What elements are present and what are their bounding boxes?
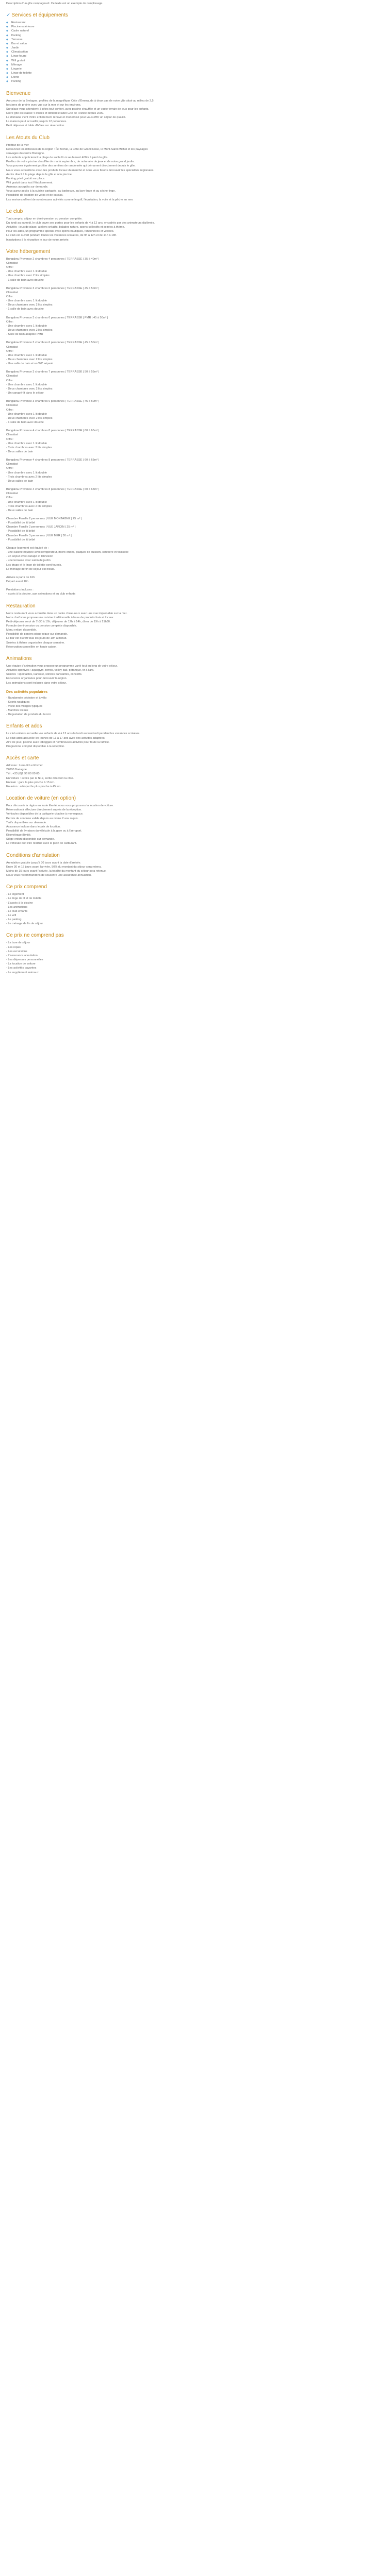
service-item: ◆ Cadre naturel [6, 29, 385, 33]
text-line: Siège enfant disponible sur demande. [6, 838, 55, 841]
offer-line: - Une chambre avec 1 lit double [6, 299, 47, 303]
text-line: Nous vous recommandons de souscrire une assurance annulation. [6, 874, 92, 877]
offer-line: Offre: [6, 496, 13, 500]
service-item: ◆ Ménage [6, 63, 385, 67]
text-line: Notre chef vous propose une cuisine traditionnelle à base de produits frais et locaux. [6, 616, 115, 619]
page [0, 0, 391, 979]
text-line: Activités sportives : aquagym, tennis, volley-ball, pétanque, tir à l'arc. [6, 669, 94, 672]
text-line: Possibilité de livraison du véhicule à la gare ou à l'aéroport. [6, 829, 82, 833]
conditions-text [6, 861, 385, 878]
offer-line: Offre: [6, 320, 13, 324]
offer-line: - Une chambre avec 1 lit double [6, 412, 47, 416]
text-line: En train : gare la plus proche à 15 km. [6, 781, 55, 784]
offer-block [6, 399, 385, 425]
text-line: Possibilité de paniers pique-nique sur demande. [6, 633, 68, 636]
service-item: ◆ Piscine extérieure [6, 25, 385, 29]
offer-line: Climatisé [6, 261, 19, 265]
text-line: Notre restaurant vous accueille dans un cadre chaleureux avec une vue imprenable sur la mer. [6, 612, 127, 615]
text-line: Soirées : spectacles, karaoké, soirées dansantes, concerts. [6, 673, 83, 676]
text-line: Entre 30 et 15 jours avant l'arrivée, 50% du montant du séjour sera retenu. [6, 865, 102, 869]
service-item: ◆ Restaurant [6, 21, 385, 25]
service-item: ◆ Climatisation [6, 50, 385, 54]
prix-comprend-heading: Ce prix comprend [6, 884, 47, 890]
offer-block [6, 458, 385, 483]
acces-text [6, 764, 385, 789]
services-list [6, 21, 385, 83]
text-line: Animaux acceptés sur demande. [6, 185, 48, 189]
offer-line: - Trois chambres avec 2 lits simples [6, 504, 52, 508]
text-line: La maison peut accueillir jusqu'à 12 personnes. [6, 120, 67, 124]
offer-line: - Une chambre avec 1 lit double [6, 383, 47, 386]
text-line: Excursions organisées pour découvrir la région. [6, 677, 68, 681]
offer-line: - Une chambre avec 2 lits simples [6, 274, 50, 278]
note-line: - une terrasse avec salon de jardin [6, 559, 51, 563]
service-item: ◆ Bar et salon [6, 42, 385, 46]
offer-line: Offre: [6, 437, 13, 441]
text-line: Vous pourrez également profiter des sentiers de randonnée qui démarrent directement depuis le gîte. [6, 164, 136, 168]
prix-ne-comprend-heading: Ce prix ne comprend pas [6, 933, 64, 939]
note-line: - un séjour avec canapé et télévision [6, 555, 53, 558]
services-heading: ✓ Services et équipements [6, 12, 68, 19]
text-line: Programme complet disponible à la réception. [6, 744, 65, 748]
list-line: - La location de voiture [6, 962, 36, 966]
atouts-text [6, 143, 385, 202]
offer-title: Bungalow Provence 4 chambres 8 personnes | TERRASSE | 60 à 65m² | [6, 488, 100, 492]
service-item: ◆ Wifi gratuit [6, 59, 385, 63]
list-line: - Les excursions [6, 950, 27, 953]
room-line: Chambre Famille 2 personnes | VUE MONTAGNE | 25 m² | [6, 517, 82, 520]
offer-block [6, 316, 385, 337]
arrival-line: Départ avant 10h [6, 580, 28, 584]
offer-title: Bungalow Provence 3 chambres 7 personnes | TERRASSE | 50 à 55m² | [6, 370, 100, 374]
prix-comprend-list [6, 892, 385, 926]
list-line: - Le ménage de fin de séjour [6, 922, 43, 926]
list-line: - Le linge de lit et de toilette [6, 897, 42, 901]
offer-line: Climatisé [6, 291, 19, 294]
offer-line: - Deux salles de bain [6, 479, 34, 483]
text-line: Les animations sont incluses dans votre séjour. [6, 681, 67, 685]
service-item: ◆ Jardin [6, 46, 385, 50]
bienvenue-text [6, 99, 385, 128]
text-line: Du lundi au samedi, le club ouvre ses portes pour les enfants de 4 à 12 ans, encadrés par des animateurs diplômés. [6, 221, 155, 225]
text-line: Découvrez les richesses de la région : Île Brehat, la Côte de Granit Rose, le Mont-Saint-Michel et les paysages [6, 147, 148, 151]
text-line: Accès direct à la plage depuis le gîte et à la piscine. [6, 173, 73, 176]
text-line: Kilométrage illimité. [6, 834, 31, 837]
restauration-heading: Restauration [6, 603, 36, 609]
activites-list [6, 696, 385, 717]
offer-line: - Une chambre avec 1 lit double [6, 324, 47, 328]
text-line: Au coeur de la Bretagne, profitez de la magnifique Côte d'Émeraude à deux pas de notre gîte situé au milieu de 2,5 [6, 99, 154, 103]
offer-line: Offre: [6, 408, 13, 412]
offers-list [6, 257, 385, 513]
offer-line: - Trois chambres avec 2 lits simples [6, 446, 52, 449]
text-line: Permis de conduire valide depuis au moins 2 ans requis. [6, 817, 79, 820]
intro-text: Description d'un gîte campagnard. Ce texte est un exemple de remplissage. [6, 2, 103, 5]
offer-line: - Une chambre avec 1 lit double [6, 442, 47, 445]
offer-title: Bungalow Provence 3 chambres 6 personnes | TERRASSE | 45 à 50m² | [6, 286, 100, 290]
offer-block [6, 370, 385, 395]
room-line: - Possibilité de lit bébé [6, 530, 35, 533]
offer-line: Offre: [6, 379, 13, 382]
text-line: Le club ados accueille les jeunes de 13 à 17 ans avec des activités adaptées. [6, 736, 106, 740]
offer-line: - Une chambre avec 1 lit double [6, 353, 47, 357]
activity-line: - Marchés locaux [6, 709, 28, 713]
list-line: - Le supplément animaux [6, 971, 39, 974]
offer-line: Climatisé [6, 492, 19, 496]
activity-line: - Randonnée pédestre et à vélo [6, 696, 47, 700]
service-item: ◆ Parking [6, 33, 385, 38]
room-line: - Possibilité de lit bébé [6, 538, 35, 541]
service-item: ◆ Terrasse [6, 38, 385, 42]
text-line: Petit-déjeuner servi de 7h30 à 10h, déjeuner de 12h à 14h, dîner de 19h à 21h30. [6, 620, 111, 623]
offer-block [6, 257, 385, 282]
text-line: Réservation à effectuer directement auprès de la réception. [6, 808, 82, 812]
text-line: En avion : aéroport le plus proche à 45 km. [6, 785, 61, 788]
text-line: Pour découvrir la région en toute liberté, nous vous proposons la location de voiture. [6, 804, 114, 808]
enfants-text [6, 732, 385, 749]
arrival-line: Arrivée à partir de 16h [6, 575, 35, 579]
equipment-notes [6, 546, 385, 571]
text-line: Parking privé gratuit sur place. [6, 177, 45, 180]
text-line: Profitez de notre piscine chauffée de mai à septembre, de notre aire de jeux et de notre grand jardin. [6, 160, 135, 164]
list-line: - L'assurance annulation [6, 954, 38, 957]
offer-title: Bungalow Provence 4 chambres 8 personnes | TERRASSE | 60 à 65m² | [6, 429, 100, 433]
bienvenue-heading: Bienvenue [6, 90, 31, 96]
offer-line: - Deux chambres avec 2 lits simples [6, 387, 53, 391]
included-line: - accès à la piscine, aux animations et au club enfants [6, 592, 76, 596]
offer-line: Offre: [6, 266, 13, 269]
text-line: hectares de prairie avec vue sur la mer et sur les environs. [6, 103, 82, 107]
offer-title: Bungalow Provence 3 chambres 6 personnes | TERRASSE | 45 à 50m² | [6, 341, 100, 345]
offer-line: Offre: [6, 349, 13, 353]
animations-text [6, 664, 385, 685]
club-heading: Le club [6, 208, 23, 214]
text-line: Annulation gratuite jusqu'à 30 jours avant la date d'arrivée. [6, 861, 82, 865]
text-line: Le véhicule doit être restitué avec le plein de carburant. [6, 842, 77, 845]
offer-line: - Deux chambres avec 2 lits simples [6, 358, 53, 361]
text-line: Vous aurez accès à la cuisine partagée, au barbecue, au lave-linge et au sèche-linge. [6, 190, 116, 193]
location-heading: Location de voiture (en option) [6, 795, 76, 802]
conditions-heading: Conditions d'annulation [6, 852, 60, 858]
text-line: Profitez de la mer [6, 143, 29, 147]
list-line: - Le wifi [6, 914, 17, 917]
text-line: Le club enfants accueille vos enfants de 4 à 12 ans du lundi au vendredi pendant les vacances scolaires. [6, 732, 140, 736]
text-line: 22000 Bretagne [6, 768, 27, 772]
offer-line: - 1 salle de bain avec douche [6, 308, 44, 311]
text-line: Aire de jeux, piscine avec toboggan et nombreuses activités pour toute la famille. [6, 740, 110, 744]
note-line: Chaque logement est équipé de : [6, 546, 49, 550]
activity-line: - Dégustation de produits du terroir [6, 713, 51, 717]
text-line: Wifi gratuit dans tout l'établissement. [6, 181, 53, 184]
list-line: - Les activités payantes [6, 967, 37, 970]
enfants-heading: Enfants et ados [6, 723, 42, 730]
restauration-text [6, 612, 385, 649]
atouts-heading: Les Atouts du Club [6, 134, 50, 141]
activites-subheading: Des activités populaires [6, 690, 48, 694]
offer-block [6, 341, 385, 366]
list-line: - Les repas [6, 945, 21, 949]
list-line: - Le club enfants [6, 909, 28, 913]
text-line: sauvages du centre Bretagne. [6, 151, 45, 155]
offer-line: - Deux salles de bain [6, 450, 34, 453]
service-item: ◆ Linge fourni [6, 54, 385, 58]
location-text [6, 804, 385, 846]
included-line: Prestations incluses : [6, 588, 34, 592]
offer-line: - Un canapé-lit dans le séjour [6, 392, 44, 395]
note-line: Le ménage de fin de séjour est inclus. [6, 567, 55, 571]
text-line: Menu enfant disponible. [6, 629, 37, 632]
list-line: - Les dépenses personnelles [6, 958, 43, 962]
text-line: Possibilité de location de vélos et de kayaks. [6, 194, 63, 197]
offer-line: - Deux chambres avec 2 lits simples [6, 416, 53, 420]
animations-heading: Animations [6, 655, 32, 662]
text-line: Les environs offrent de nombreuses activités comme le golf, l'équitation, la voile et la pêche en mer. [6, 198, 134, 201]
offer-title: Bungalow Provence 3 chambres 6 personnes | TERRASSE | 45 à 50m² | [6, 400, 100, 403]
note-line: - une cuisine équipée avec réfrigérateur, micro-ondes, plaques de cuisson, cafetière et vaisselle [6, 551, 128, 554]
text-line: Inscriptions à la réception le jour de votre arrivée. [6, 238, 70, 242]
text-line: Assurance incluse dans le prix de location. [6, 825, 61, 828]
offer-title: Bungalow Provence 2 chambres 4 personnes | TERRASSE | 35 à 40m² | [6, 257, 100, 261]
text-line: Tél : +33 (0)2 96 00 00 00 [6, 772, 40, 776]
list-line: - L'accès à la piscine [6, 901, 33, 905]
offer-line: Climatisé [6, 404, 19, 408]
offer-line: - 1 salle de bain avec douche [6, 278, 44, 282]
text-line: Moins de 15 jours avant l'arrivée, la totalité du montant du séjour sera retenue. [6, 869, 107, 873]
text-line: Le bar est ouvert tous les jours de 10h à minuit. [6, 637, 67, 640]
note-line: Les draps et le linge de toilette sont fournis. [6, 563, 62, 567]
acces-heading: Accès et carte [6, 755, 39, 761]
offer-line: - Deux chambres avec 2 lits simples [6, 329, 53, 332]
offer-title: Bungalow Provence 4 chambres 8 personnes | TERRASSE | 60 à 65m² | [6, 459, 100, 462]
text-line: Une équipe d'animation vous propose un programme varié tout au long de votre séjour. [6, 664, 118, 668]
arrival-times [6, 575, 385, 584]
list-line: - Les animations [6, 905, 28, 909]
check-icon: ✓ [6, 12, 11, 19]
text-line: Sur place vous attendent: 3 gîtes tout confort, avec piscine chauffée et un vaste terrain de jeux pour les enfants. [6, 107, 149, 111]
room-line: Chambre Famille 3 personnes | VUE MER | 30 m² | [6, 534, 72, 537]
text-line: Le club est ouvert pendant toutes les vacances scolaires, de 9h à 12h et de 14h à 18h. [6, 234, 117, 238]
service-item: ◆ Linge de toilette [6, 71, 385, 75]
service-item: ◆ Lingerie [6, 67, 385, 71]
hebergement-heading: Votre hébergement [6, 248, 51, 255]
text-line: Les enfants apprécieront la plage de sable fin à seulement 400m à pied du gîte. [6, 156, 108, 160]
offer-line: Offre: [6, 467, 13, 470]
offer-title: Bungalow Provence 3 chambres 6 personnes | TERRASSE | PMR | 45 à 50m² | [6, 316, 108, 319]
room-line: - Possibilité de lit bébé [6, 521, 35, 525]
offer-line: Offre: [6, 295, 13, 298]
text-line: Véhicules disponibles de la catégorie citadine à monospace. [6, 812, 84, 816]
offer-line: - Salle de bain adaptée PMR [6, 333, 43, 336]
offer-block [6, 429, 385, 454]
offer-line: - Deux chambres avec 2 lits simples [6, 303, 53, 307]
service-item: ◆ Literie [6, 75, 385, 79]
offer-block [6, 487, 385, 513]
text-line: Adresse : Lieu-dit Le Rocher [6, 764, 43, 768]
offer-line: Climatisé [6, 345, 19, 349]
text-line: Nous vous accueillons avec des produits locaux du marché et nous vous ferons découvrir les spécialités régionales. [6, 168, 154, 172]
offer-line: - Deux salles de bain [6, 509, 34, 512]
room-line: Chambre Famille 2 personnes | VUE JARDIN | 25 m² | [6, 526, 76, 529]
text-line: Le domaine vient d'être entièrement rénové et modernisé pour vous offrir un séjour de qualité. [6, 116, 126, 120]
text-line: Tout compris, séjour en demi-pension ou pension complète. [6, 217, 83, 221]
text-line: Notre gîte est classé 4 étoiles et détient le label Gîte de France depuis 2009. [6, 111, 104, 115]
offer-line: - Une chambre avec 1 lit double [6, 500, 47, 504]
offer-line: Climatisé [6, 375, 19, 378]
extra-rooms [6, 517, 385, 542]
text-line: Formule demi-pension ou pension complète disponible. [6, 624, 77, 628]
offer-line: - Une chambre avec 1 lit double [6, 270, 47, 274]
activity-line: - Visite des villages typiques [6, 705, 43, 708]
text-line: Réservation conseillée en haute saison. [6, 645, 57, 649]
text-line: Petit déjeuner et table d'hôtes sur réservation. [6, 124, 65, 128]
text-line: Activités : jeux de plage, ateliers créatifs, balades nature, sports collectifs et soirées à thème. [6, 226, 125, 229]
offer-block [6, 286, 385, 312]
activity-line: - Sports nautiques [6, 700, 30, 704]
offer-line: - Trois chambres avec 2 lits simples [6, 475, 52, 479]
offer-line: - Une salle de bain et un WC séparé [6, 362, 53, 366]
club-text [6, 217, 385, 242]
text-line: Tarifs disponibles sur demande. [6, 821, 47, 824]
prix-ne-comprend-list [6, 941, 385, 974]
offer-line: - 1 salle de bain avec douche [6, 421, 44, 425]
text-line: En voiture : accès par la N12, sortie direction la côte. [6, 776, 74, 780]
offer-line: - Une chambre avec 1 lit double [6, 471, 47, 474]
list-line: - La taxe de séjour [6, 941, 30, 945]
text-line: Soirées à thème organisées chaque semaine. [6, 641, 65, 645]
service-item: ◆ Parking [6, 79, 385, 83]
list-line: - Le logement [6, 893, 24, 896]
text-line: Pour les ados, un programme spécial avec sports nautiques, randonnées et veillées. [6, 230, 115, 233]
included-services [6, 588, 385, 596]
offer-line: Climatisé [6, 433, 19, 437]
list-line: - Le parking [6, 918, 22, 922]
offer-line: Climatisé [6, 463, 19, 466]
